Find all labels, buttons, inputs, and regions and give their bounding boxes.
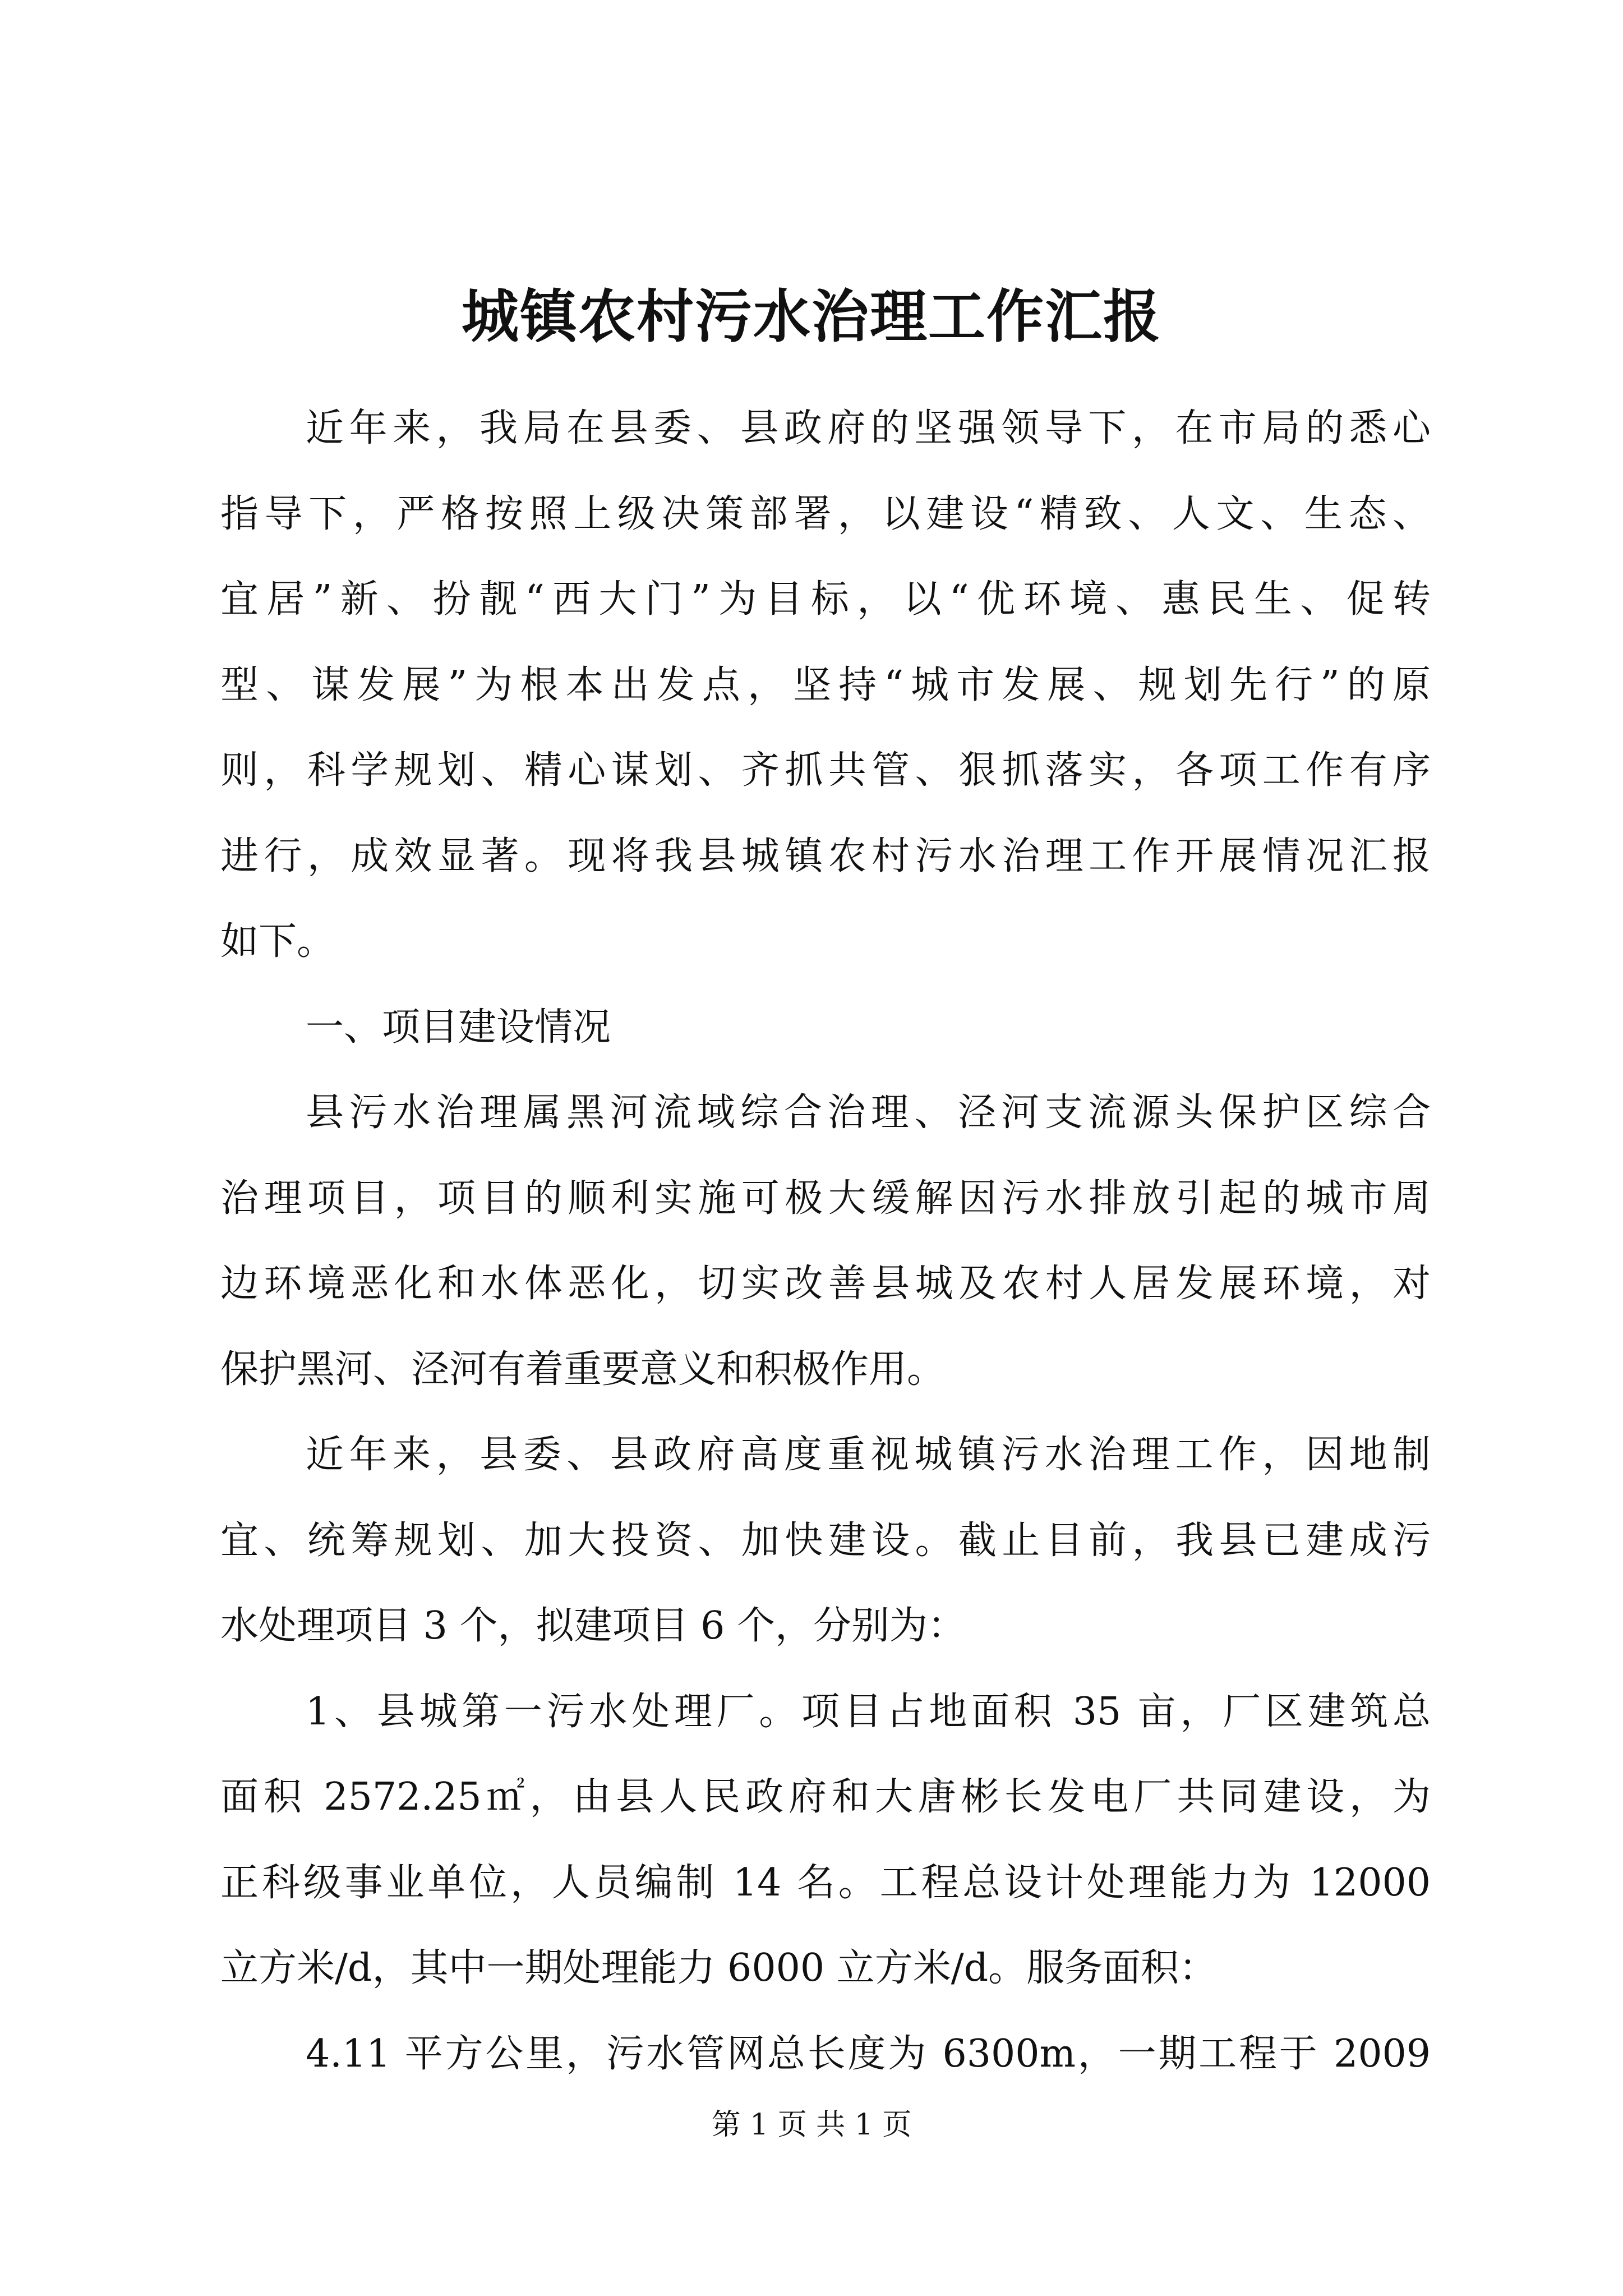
paragraph-line: 1、县城第一污水处理厂。项目占地面积 35 亩，厂区建筑总 (306, 1689, 1431, 1734)
paragraph-line: 县污水治理属黑河流域综合治理、泾河支流源头保护区综合 (306, 1091, 1431, 1135)
paragraph-line: 指导下，严格按照上级决策部署，以建设“精致、人文、生态、 (220, 491, 1431, 536)
paragraph-line: 宜居”新、扮靓“西大门”为目标，以“优环境、惠民生、促转 (220, 577, 1431, 622)
paragraph-line: 水处理项目 3 个，拟建项目 6 个，分别为： (220, 1604, 966, 1648)
paragraph-line: 则，科学规划、精心谋划、齐抓共管、狠抓落实，各项工作有序 (220, 748, 1431, 793)
page-number-footer: 第 1 页 共 1 页 (711, 2108, 912, 2142)
paragraph-line: 保护黑河、泾河有着重要意义和积极作用。 (220, 1347, 946, 1392)
paragraph-line: 4.11 平方公里，污水管网总长度为 6300m，一期工程于 2009 (306, 2031, 1431, 2076)
paragraph-line: 型、谋发展”为根本出发点，坚持“城市发展、规划先行”的原 (220, 662, 1431, 707)
paragraph-line: 面积 2572.25㎡，由县人民政府和大唐彬长发电厂共同建设，为 (220, 1775, 1431, 1819)
paragraph-line: 宜、统筹规划、加大投资、加快建设。截止目前，我县已建成污 (220, 1518, 1431, 1563)
section-heading: 一、项目建设情况 (306, 1005, 611, 1050)
paragraph-line: 治理项目，项目的顺利实施可极大缓解因污水排放引起的城市周 (220, 1176, 1431, 1221)
paragraph-line: 正科级事业单位，人员编制 14 名。工程总设计处理能力为 12000 (220, 1860, 1431, 1905)
paragraph-line: 进行，成效显著。现将我县城镇农村污水治理工作开展情况汇报 (220, 834, 1431, 878)
paragraph-line: 近年来，我局在县委、县政府的坚强领导下，在市局的悉心 (306, 406, 1431, 450)
paragraph-line: 如下。 (220, 919, 335, 964)
paragraph-line: 边环境恶化和水体恶化，切实改善县城及农村人居发展环境，对 (220, 1262, 1431, 1306)
paragraph-line: 立方米/d，其中一期处理能力 6000 立方米/d。服务面积： (220, 1946, 1218, 1990)
paragraph-line: 近年来，县委、县政府高度重视城镇污水治理工作，因地制 (306, 1433, 1431, 1477)
document-body (220, 386, 1431, 2097)
document-title: 城镇农村污水治理工作汇报 (462, 283, 1161, 351)
